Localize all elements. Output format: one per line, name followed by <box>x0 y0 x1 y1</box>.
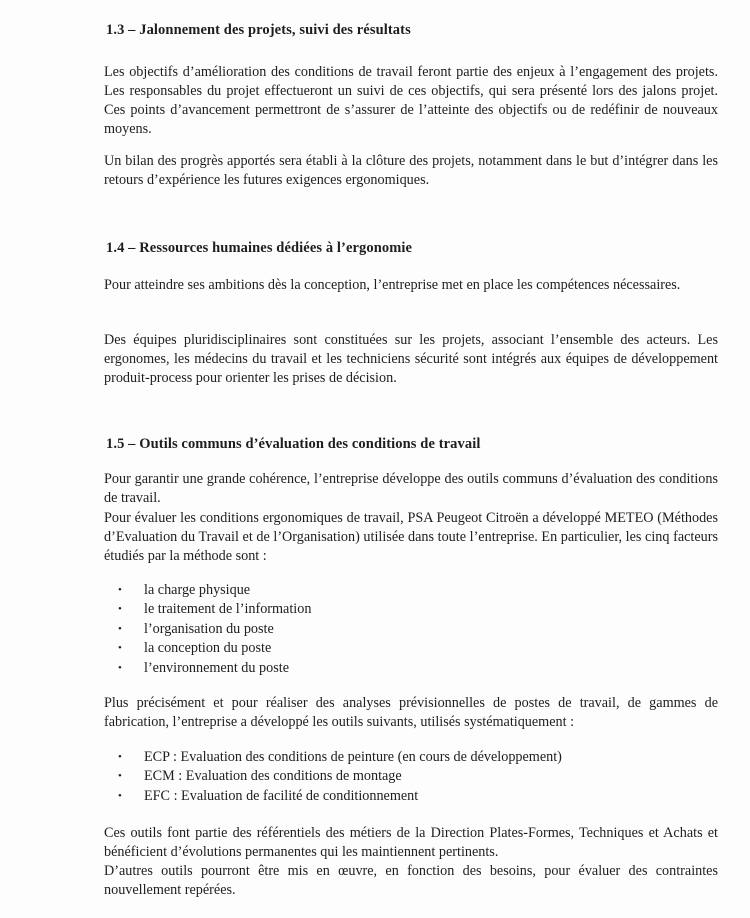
bullet-icon: • <box>118 603 122 616</box>
list-item <box>118 767 562 786</box>
bullet-icon: • <box>118 622 122 635</box>
list-item <box>118 787 562 806</box>
list-item-text: la conception du poste <box>144 640 272 657</box>
list-item-text: l’organisation du poste <box>144 620 274 637</box>
bullet-icon: • <box>118 584 122 596</box>
section-heading-1-4: 1.4 – Ressources humaines dédiées à l’ergonomie <box>106 240 413 256</box>
bullet-icon: • <box>118 751 122 763</box>
list-item <box>118 748 562 767</box>
section-heading-1-3: 1.3 – Jalonnement des projets, suivi des résultats <box>106 22 411 38</box>
list-item-text: ECP : Evaluation des conditions de peinture (en cours de développement) <box>144 749 562 765</box>
list-item-text: EFC : Evaluation de facilité de conditionnement <box>144 787 419 804</box>
list-item <box>118 581 311 600</box>
paragraph-autres-outils: D’autres outils pourront être mis en œuvre, en fonction des besoins, pour évaluer des contraintes nouvellement repérées. <box>104 863 718 898</box>
bullet-icon: • <box>118 661 122 674</box>
list-item <box>118 620 311 639</box>
list-item-text: l’environnement du poste <box>144 659 289 676</box>
bullet-icon: • <box>118 642 122 655</box>
section-heading-1-5: 1.5 – Outils communs d’évaluation des conditions de travail <box>106 436 481 452</box>
bullet-icon: • <box>118 789 122 802</box>
list-item <box>118 600 311 619</box>
paragraph-analyses: Plus précisément et pour réaliser des analyses prévisionnelles de postes de travail, de gammes de fabrication, l’entreprise a développé les outils suivants, utilisés systématiquement : <box>104 695 718 730</box>
paragraph-objectives: Les objectifs d’amélioration des conditions de travail feront partie des enjeux à l’engagement des projets. Les responsables du projet effectueront un suivi de ces objectifs, qui sera présenté lors des jalons projet. Ces points d’avancement permettront de s’assurer de l’atteinte des objectifs ou de redéfinir de nouveaux moyens. <box>104 64 718 137</box>
list-item-text: ECM : Evaluation des conditions de montage <box>144 768 402 785</box>
list-item-text: le traitement de l’information <box>144 601 312 618</box>
tools-list <box>118 748 562 806</box>
paragraph-coherence: Pour garantir une grande cohérence, l’entreprise développe des outils communs d’évaluation des conditions de travail. <box>104 471 718 506</box>
paragraph-referentiels: Ces outils font partie des référentiels des métiers de la Direction Plates-Formes, Techniques et Achats et bénéficient d’évolutions permanentes qui les maintiennent pertinents. <box>104 825 718 860</box>
paragraph-ambitions: Pour atteindre ses ambitions dès la conception, l’entreprise met en place les compétences nécessaires. <box>104 277 681 293</box>
list-item-text: la charge physique <box>144 582 251 598</box>
paragraph-bilan: Un bilan des progrès apportés sera établi à la clôture des projets, notamment dans le but d’intégrer dans les retours d’expérience les futures exigences ergonomiques. <box>104 153 718 188</box>
bullet-icon: • <box>118 770 122 783</box>
list-item <box>118 659 311 678</box>
factors-list <box>118 581 311 678</box>
paragraph-equipes: Des équipes pluridisciplinaires sont constituées sur les projets, associant l’ensemble des acteurs. Les ergonomes, les médecins du travail et les techniciens sécurité sont intégrés aux équipes de développement produit-process pour orienter les prises de décision. <box>104 332 718 386</box>
paragraph-meteo: Pour évaluer les conditions ergonomiques de travail, PSA Peugeot Citroën a développé METEO (Méthodes d’Evaluation du Travail et de l’Organisation) utilisée dans toute l’entreprise. En particulier, les cinq facteurs étudiés par la méthode sont : <box>104 510 718 564</box>
list-item <box>118 639 311 658</box>
